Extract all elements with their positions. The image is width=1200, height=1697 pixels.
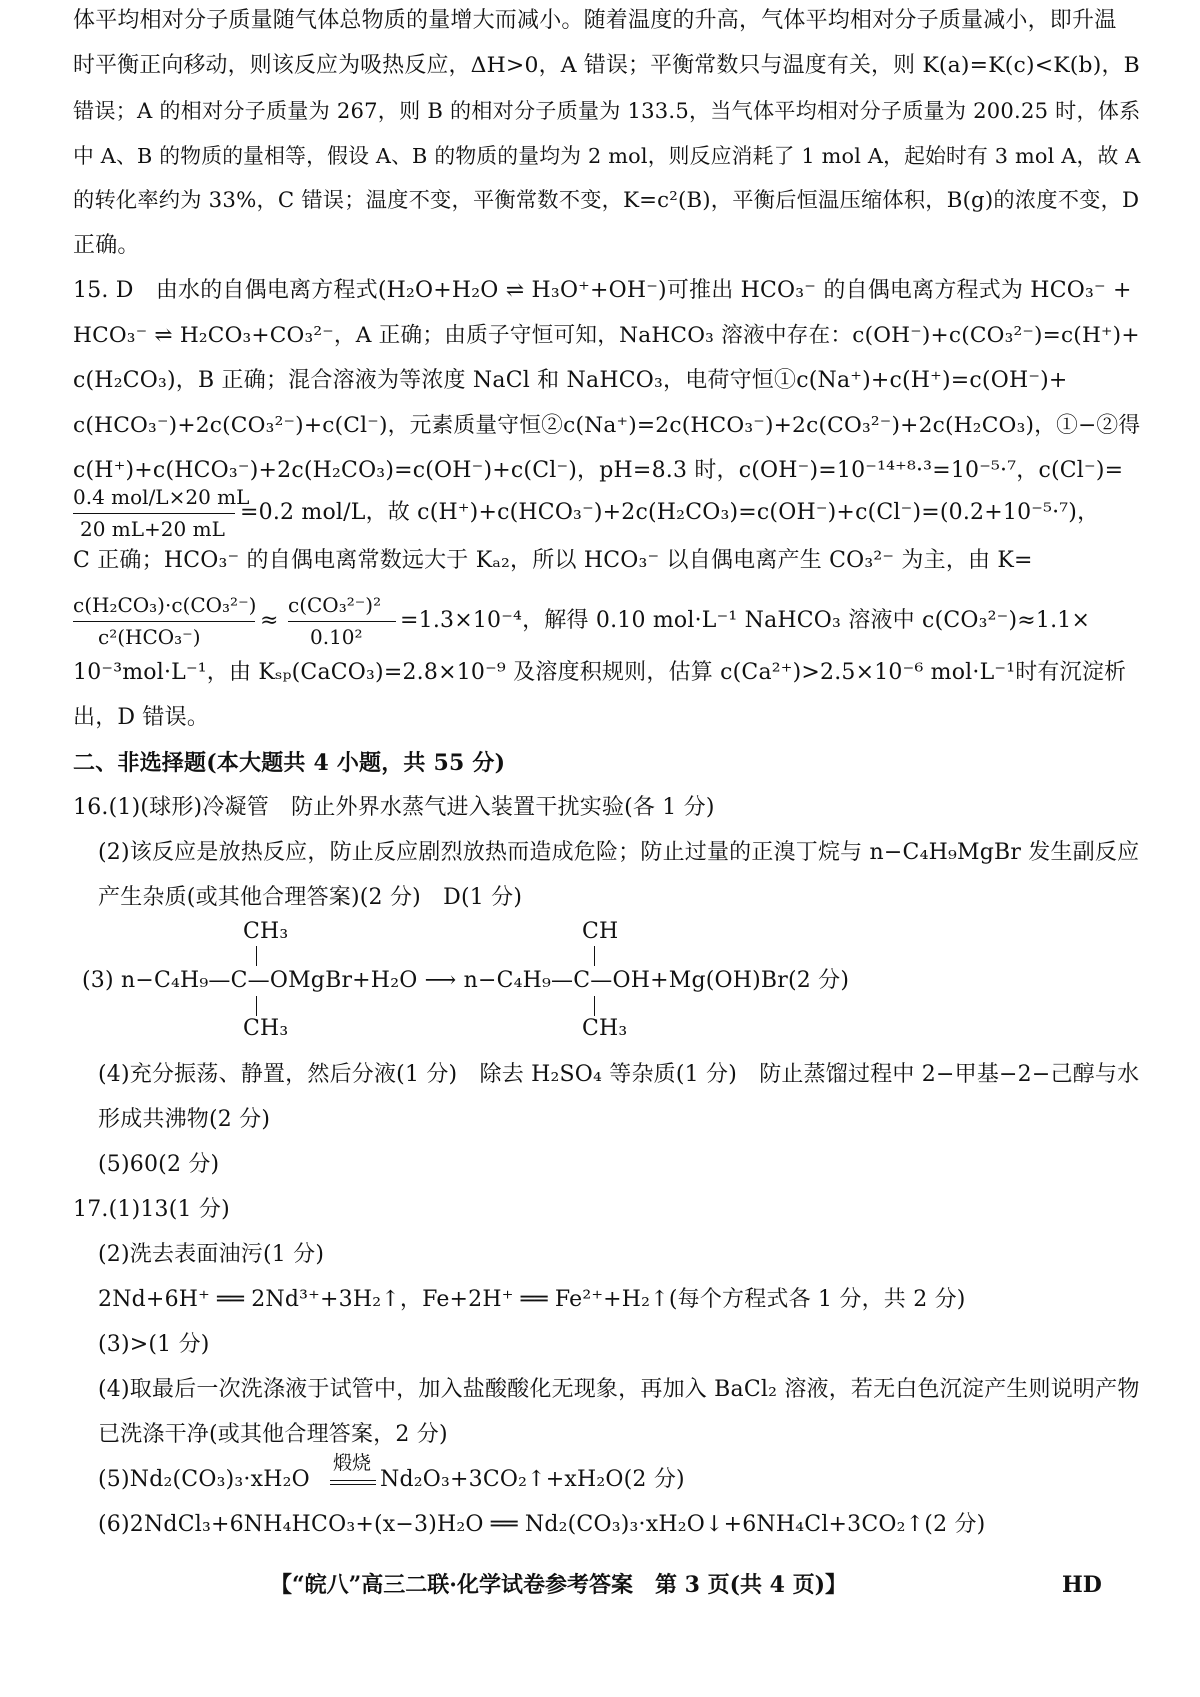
page-footer-code: HD [1062,1572,1102,1598]
approx-sign: ≈ [260,608,279,633]
reaction-arrow [330,1484,376,1485]
fraction-bar [288,621,396,622]
formula-top-group: CH₃ [243,919,289,944]
bond-line [594,996,595,1016]
bond-line [256,946,257,966]
reaction-arrow [330,1480,376,1481]
fraction-bar [73,621,255,622]
text-line: (5)60(2 分) [98,1152,220,1177]
text-line: (2)该反应是放热反应，防止反应剧烈放热而造成危险；防止过量的正溴丁烷与 n−C₄H₉MgBr 发生副反应 [98,840,1140,865]
reaction-condition: 煅烧 [333,1452,372,1474]
text-line: 时平衡正向移动，则该反应为吸热反应，ΔH>0，A 错误；平衡常数只与温度有关，则 K(a)=K(c)<K(b)，B [73,53,1140,78]
text-line: 形成共沸物(2 分) [98,1107,271,1132]
equation-part: (5)Nd₂(CO₃)₃·xH₂O [98,1467,310,1492]
text-line: c(H₂CO₃)，B 正确；混合溶液为等浓度 NaCl 和 NaHCO₃，电荷守恒①c(Na⁺)+c(H⁺)=c(OH⁻)+ [73,368,1068,393]
formula-bottom-group: CH₃ [582,1016,628,1041]
text-line: 已洗涤干净(或其他合理答案，2 分) [98,1422,448,1447]
formula-bottom-group: CH₃ [243,1016,289,1041]
equation-part: Nd₂O₃+3CO₂↑+xH₂O(2 分) [380,1467,685,1492]
equation-line: 2Nd+6H⁺ ══ 2Nd³⁺+3H₂↑，Fe+2H⁺ ══ Fe²⁺+H₂↑(每个方程式各 1 分，共 2 分) [98,1287,966,1312]
question-16-line: 16.(1)(球形)冷凝管 防止外界水蒸气进入装置干扰实验(各 1 分) [73,795,715,820]
text-line: =1.3×10⁻⁴，解得 0.10 mol·L⁻¹ NaHCO₃ 溶液中 c(CO₃²⁻)≈1.1× [400,608,1091,633]
fraction-denominator: c²(HCO₃⁻) [98,625,201,649]
text-line: =0.2 mol/L，故 c(H⁺)+c(HCO₃⁻)+2c(H₂CO₃)=c(OH⁻)+c(Cl⁻)=(0.2+10⁻⁵·⁷)， [240,500,1100,525]
text-line: C 正确；HCO₃⁻ 的自偶电离常数远大于 Kₐ₂，所以 HCO₃⁻ 以自偶电离产生 CO₃²⁻ 为主，由 K= [73,548,1033,573]
text-line: HCO₃⁻ ⇌ H₂CO₃+CO₃²⁻，A 正确；由质子守恒可知，NaHCO₃ 溶液中存在：c(OH⁻)+c(CO₃²⁻)=c(H⁺)+ [73,323,1140,348]
section-heading: 二、非选择题(本大题共 4 小题，共 55 分) [73,750,506,776]
text-line: 10⁻³mol·L⁻¹，由 Kₛₚ(CaCO₃)=2.8×10⁻⁹ 及溶度积规则，估算 c(Ca²⁺)>2.5×10⁻⁶ mol·L⁻¹时有沉淀析 [73,660,1127,685]
text-line: 错误；A 的相对分子质量为 267，则 B 的相对分子质量为 133.5，当气体平均相对分子质量为 200.25 时，体系 [73,98,1141,123]
text-line: c(HCO₃⁻)+2c(CO₃²⁻)+c(Cl⁻)，元素质量守恒②c(Na⁺)=2c(HCO₃⁻)+2c(CO₃²⁻)+2c(H₂CO₃)，①−②得 [73,413,1141,438]
text-line: 的转化率约为 33%，C 错误；温度不变，平衡常数不变，K=c²(B)，平衡后恒温压缩体积，B(g)的浓度不变，D [73,188,1140,213]
text-line: 体平均相对分子质量随气体总物质的量增大而减小。随着温度的升高，气体平均相对分子质量减小，即升温 [73,8,1117,33]
text-line: 正确。 [73,233,140,258]
text-line: (4)充分振荡、静置，然后分液(1 分) 除去 H₂SO₄ 等杂质(1 分) 防止蒸馏过程中 2−甲基−2−己醇与水 [98,1062,1140,1087]
question-17-line: 17.(1)13(1 分) [73,1197,230,1222]
bond-line [256,996,257,1016]
fraction-bar [73,513,235,514]
text-line: (3)>(1 分) [98,1332,210,1357]
formula-top-group: CH [582,919,619,944]
text-line: 产生杂质(或其他合理答案)(2 分) D(1 分) [98,885,523,910]
equation-line: (3) n−C₄H₉—C—OMgBr+H₂O ⟶ n−C₄H₉—C—OH+Mg(OH)Br(2 分) [82,968,850,993]
text-line: (2)洗去表面油污(1 分) [98,1242,325,1267]
bond-line [594,946,595,966]
fraction-denominator: 20 mL+20 mL [80,517,225,541]
text-line: 出，D 错误。 [73,705,210,730]
text-line: (4)取最后一次洗涤液于试管中，加入盐酸酸化无现象，再加入 BaCl₂ 溶液，若无白色沉淀产生则说明产物 [98,1377,1140,1402]
text-line: 中 A、B 的物质的量相等，假设 A、B 的物质的量均为 2 mol，则反应消耗了 1 mol A，起始时有 3 mol A，故 A [73,144,1141,168]
question-15-line: 15. D 由水的自偶电离方程式(H₂O+H₂O ⇌ H₃O⁺+OH⁻)可推出 HCO₃⁻ 的自偶电离方程式为 HCO₃⁻ + [73,278,1132,303]
text-line: c(H⁺)+c(HCO₃⁻)+2c(H₂CO₃)=c(OH⁻)+c(Cl⁻)，pH=8.3 时，c(OH⁻)=10⁻¹⁴⁺⁸·³=10⁻⁵·⁷，c(Cl⁻)= [73,458,1124,483]
fraction-denominator: 0.10² [310,625,363,649]
equation-line: (6)2NdCl₃+6NH₄HCO₃+(x−3)H₂O ══ Nd₂(CO₃)₃·xH₂O↓+6NH₄Cl+3CO₂↑(2 分) [98,1512,986,1537]
fraction-numerator: 0.4 mol/L×20 mL [73,485,250,509]
page-footer-title: 【“皖八”高三二联·化学试卷参考答案 第 3 页(共 4 页)】 [270,1572,848,1598]
fraction-numerator: c(H₂CO₃)·c(CO₃²⁻) [73,593,257,617]
fraction-numerator: c(CO₃²⁻)² [288,593,382,617]
